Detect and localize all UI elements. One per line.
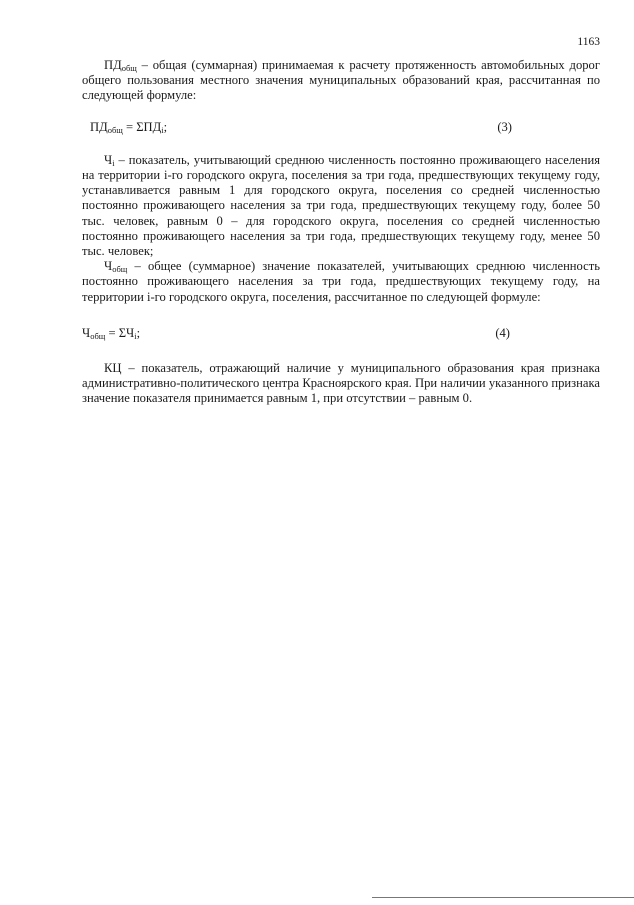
formula-number: (3) — [497, 119, 512, 134]
formula-3 — [82, 120, 600, 135]
paragraph-pd-definition — [82, 58, 600, 104]
formula-rhs-subscript: i — [134, 330, 137, 341]
formula-end: ; — [163, 119, 168, 134]
subscript-obsh: общ — [112, 264, 128, 275]
document-body — [82, 58, 600, 407]
formula-lhs: ПД — [90, 119, 108, 134]
symbol-pd: ПД — [104, 58, 122, 72]
formula-expression — [90, 120, 167, 135]
scan-edge-line — [372, 897, 634, 898]
formula-lhs-subscript: общ — [90, 330, 106, 341]
paragraph-text: – общая (суммарная) принимаемая к расчету протяженность автомобильных дорог общего пользования местного значения муниципальных образований края, рассчитанная по следующей формуле: — [82, 58, 600, 103]
formula-number: (4) — [495, 325, 510, 340]
formula-lhs-subscript: общ — [107, 124, 123, 135]
subscript-obsh: общ — [121, 63, 137, 73]
symbol-ch: Ч — [104, 152, 113, 167]
page-number: 1163 — [577, 36, 600, 48]
paragraph-chi-definition — [82, 153, 600, 259]
formula-rhs-subscript: i — [161, 124, 164, 135]
symbol-ch: Ч — [104, 259, 113, 274]
subscript-i: i — [112, 157, 115, 168]
formula-end: ; — [136, 325, 141, 340]
paragraph-text: – общее (суммарное) значение показателей, учитывающих среднюю численность постоянно проживающего населения за три года, предшествующих текущему году, на территории i-го городского округа, поселения, рассчитанное по следующей формуле: — [82, 259, 600, 304]
formula-sum: = ΣЧ — [105, 325, 135, 340]
paragraph-text: – показатель, учитывающий среднюю численность постоянно проживающего населения на территории i-го городского округа, поселения за три года, предшествующих текущему году, устанавливается равным 1 для городского округа, поселения со средней численностью постоянно проживающего населения за три года, предшествующих текущему году, более 50 тыс. человек, равным 0 – для городского округа, поселения со средней численностью постоянно проживающего населения за три года, предшествующих текущему году, менее 50 тыс. человек; — [82, 152, 600, 259]
formula-lhs: Ч — [82, 325, 91, 340]
formula-sum: = ΣПД — [122, 119, 162, 134]
paragraph-chobsh-definition — [82, 259, 600, 305]
paragraph-kc-definition: КЦ – показатель, отражающий наличие у муниципального образования края признака административно-политического центра Красноярского края. При наличии указанного признака значение показателя принимается равным 1, при отсутствии – равным 0. — [82, 361, 600, 406]
formula-4 — [82, 326, 600, 341]
formula-expression — [82, 326, 140, 341]
